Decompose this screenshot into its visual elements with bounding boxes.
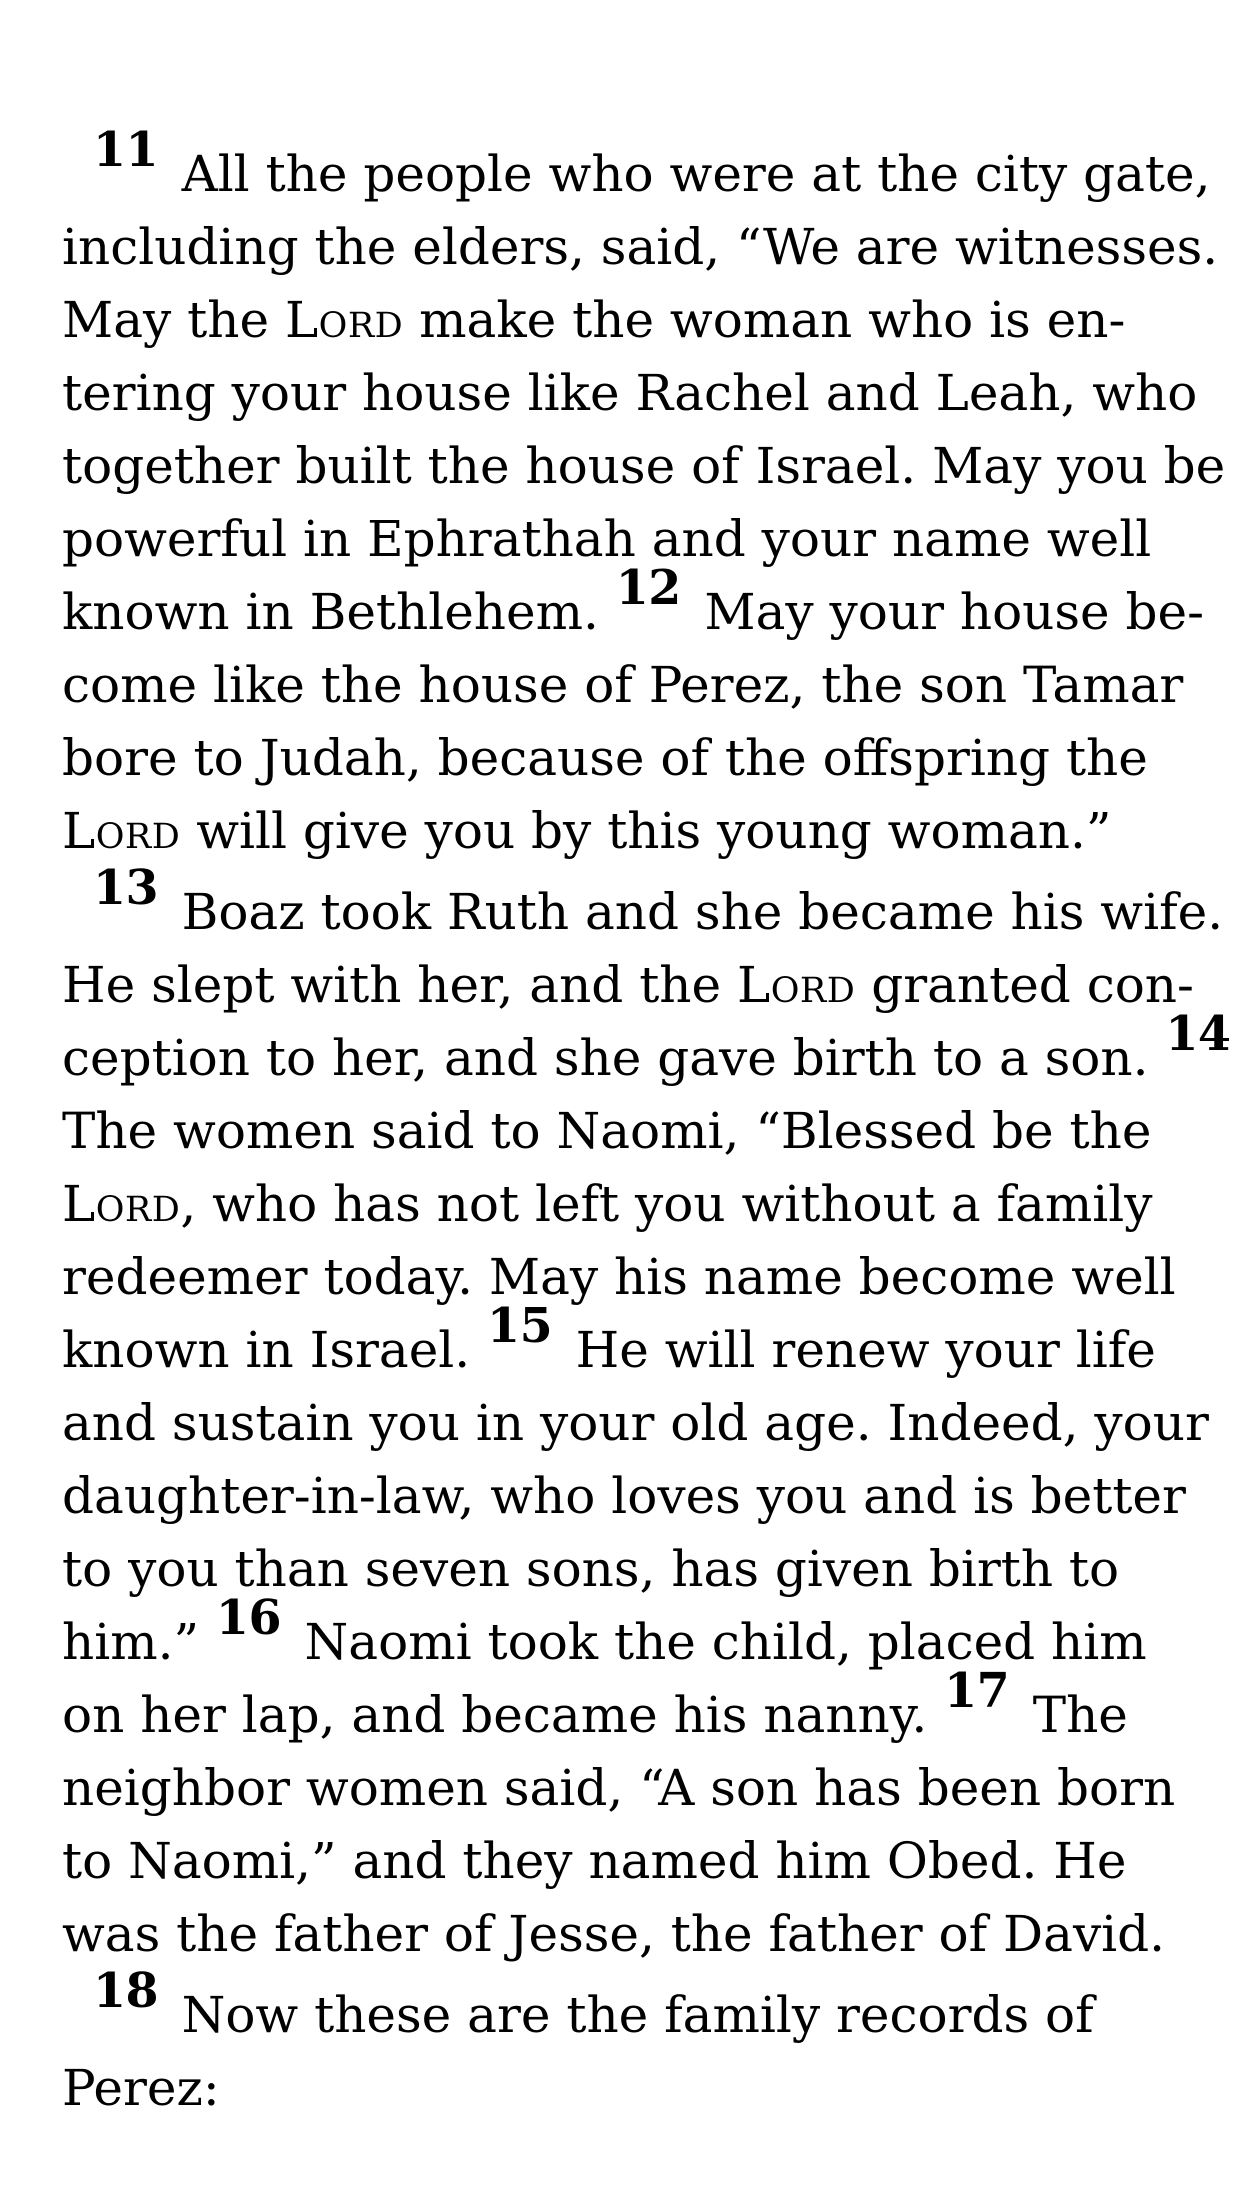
verse-number: 18: [92, 1963, 159, 2020]
verse-number: 16: [215, 1590, 282, 1647]
text-line: [62, 1168, 1198, 1241]
body-text: will give you by this young woman.”: [180, 802, 1112, 860]
body-text: including the elders, said, “We are witnesses.: [62, 218, 1219, 276]
text-line: [62, 1095, 1198, 1168]
body-text: neighbor women said, “A son has been born: [62, 1759, 1176, 1817]
divine-name-smallcaps: Lord: [62, 802, 181, 860]
body-text: make the woman who is en-: [403, 291, 1126, 349]
text-line: [62, 860, 1224, 949]
body-text: ception to her, and she gave birth to a son.: [62, 1029, 1165, 1087]
text-line: [62, 2052, 1198, 2125]
text-line: [62, 1298, 1198, 1387]
text-line: [62, 1752, 1198, 1825]
verse-number: 12: [615, 560, 681, 617]
body-text: The women said to Naomi, “Blessed be the: [62, 1102, 1152, 1160]
scripture-paragraph: [62, 1963, 1198, 2125]
text-line: [62, 284, 1198, 357]
body-text: and sustain you in your old age. Indeed, your: [62, 1394, 1209, 1452]
body-text: bore to Judah, because of the offspring the: [62, 729, 1148, 787]
text-line: [62, 1590, 1198, 1679]
body-text: Now these are the family records of: [165, 1986, 1094, 2044]
divine-name-smallcaps: Lord: [736, 956, 856, 1014]
verse-number: 15: [487, 1298, 553, 1355]
body-text: May the: [62, 291, 285, 349]
body-text: him.”: [62, 1613, 215, 1671]
body-text: granted con-: [855, 956, 1194, 1014]
body-text: together built the house of Israel. May you be: [62, 437, 1226, 495]
divine-name-smallcaps: Lord: [284, 291, 404, 349]
divine-name-smallcaps: Lord: [62, 1175, 181, 1233]
verse-number: 13: [92, 860, 159, 917]
body-text: , who has not left you without a family: [180, 1175, 1153, 1233]
body-text: Naomi took the child, placed him: [288, 1613, 1147, 1671]
body-text: daughter-in-law, who loves you and is better: [62, 1467, 1186, 1525]
body-text: known in Bethlehem.: [62, 583, 615, 641]
text-line: [62, 1241, 1198, 1314]
body-text: redeemer today. May his name become well: [62, 1248, 1176, 1306]
text-line: [62, 722, 1198, 795]
text-line: [62, 649, 1198, 722]
scripture-paragraph: [62, 122, 1226, 868]
text-line: [62, 1963, 1198, 2052]
text-line: [62, 211, 1219, 284]
body-text: Perez:: [62, 2059, 220, 2117]
text-line: [62, 357, 1198, 430]
body-text: was the father of Jesse, the father of David.: [62, 1905, 1166, 1963]
text-line: [62, 949, 1198, 1022]
body-text: tering your house like Rachel and Leah, who: [62, 364, 1198, 422]
text-line: [62, 1898, 1198, 1971]
body-text: known in Israel.: [62, 1321, 487, 1379]
body-text: He will renew your life: [559, 1321, 1156, 1379]
text-line: [62, 1460, 1198, 1533]
text-line: [62, 795, 1198, 868]
verse-number: 17: [944, 1663, 1010, 1720]
body-text: Boaz took Ruth and she became his wife.: [165, 883, 1224, 941]
body-text: All the people who were at the city gate,: [165, 145, 1211, 203]
text-line: [62, 1825, 1198, 1898]
text-line: [62, 560, 1205, 649]
body-text: to Naomi,” and they named him Obed. He: [62, 1832, 1127, 1890]
body-text: powerful in Ephrathah and your name well: [62, 510, 1152, 568]
body-text: He slept with her, and the: [62, 956, 737, 1014]
body-text: May your house be-: [688, 583, 1205, 641]
scripture-content: [62, 122, 1231, 2125]
body-text: on her lap, and became his nanny.: [62, 1686, 944, 1744]
text-line: [62, 122, 1211, 211]
body-text: to you than seven sons, has given birth to: [62, 1540, 1120, 1598]
verse-number: 11: [92, 122, 159, 179]
text-line: [62, 1663, 1198, 1752]
body-text: The: [1016, 1686, 1128, 1744]
text-line: [62, 1387, 1209, 1460]
text-line: [62, 430, 1226, 503]
text-line: [62, 1006, 1231, 1095]
verse-number: 14: [1165, 1006, 1231, 1063]
body-text: come like the house of Perez, the son Tamar: [62, 656, 1184, 714]
scripture-paragraph: [62, 860, 1231, 1971]
